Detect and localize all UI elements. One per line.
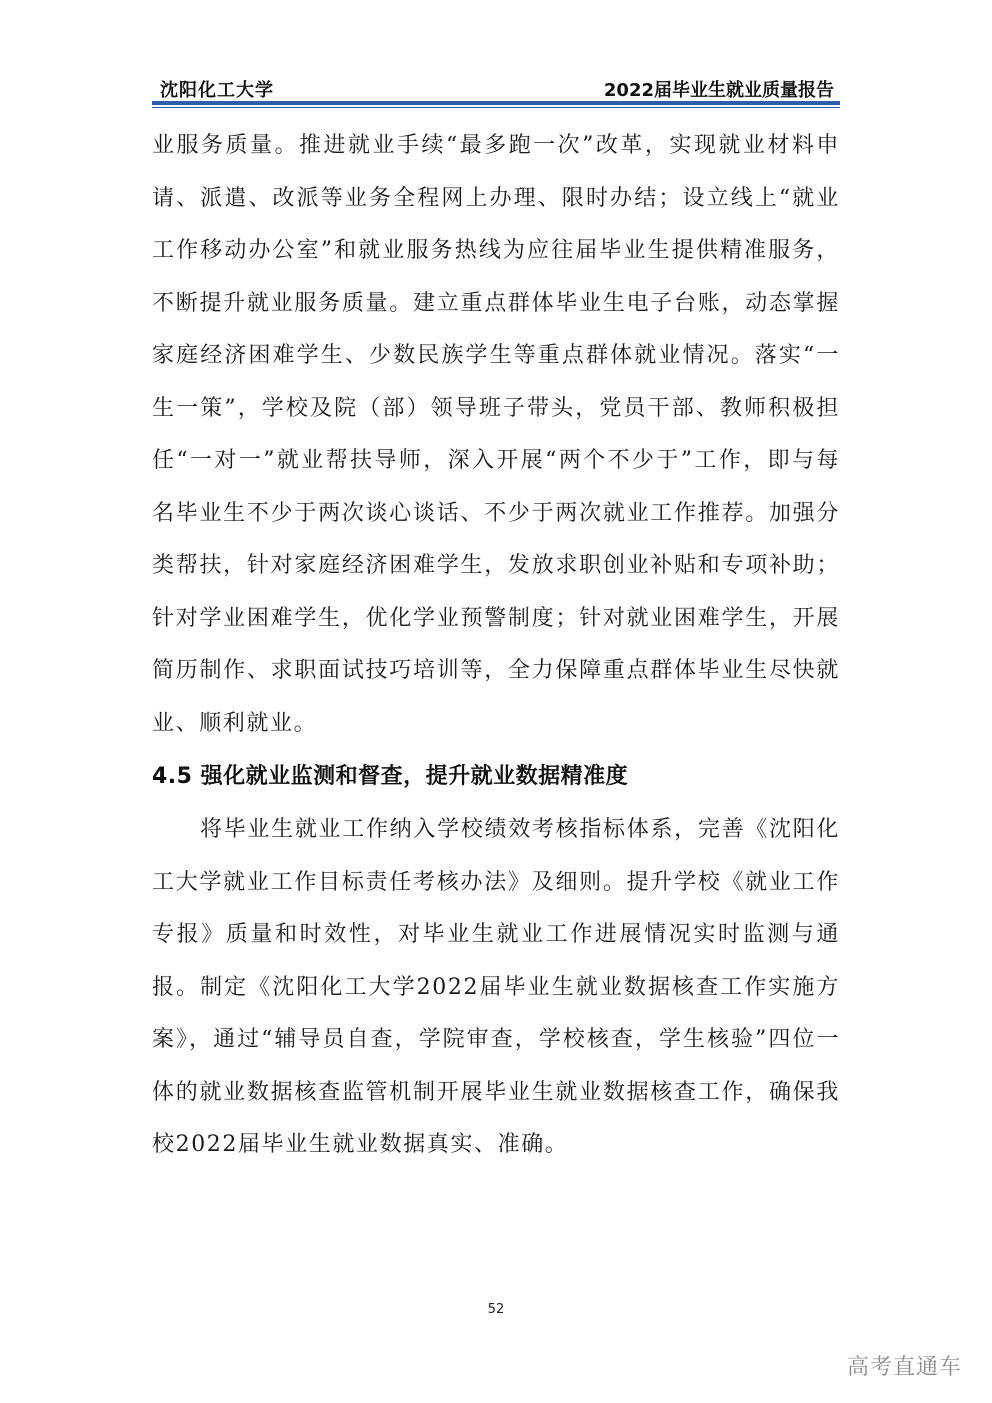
page-number: 52 (487, 1302, 505, 1317)
watermark: 高考直通车 (846, 1355, 962, 1380)
header-rule-thin (152, 107, 840, 108)
body-paragraph: 业服务质量。推进就业手续“最多跑一次”改革，实现就业材料申请、派遣、改派等业务全程网上办理、限时办结；设立线上“就业工作移动办公室”和就业服务热线为应往届毕业生提供精准服务，不断提升就业服务质量。建立重点群体毕业生电子台账，动态掌握家庭经济困难学生、少数民族学生等重点群体就业情况。落实“一生一策”，学校及院（部）领导班子带头，党员干部、教师积极担任“一对一”就业帮扶导师，深入开展“两个不少于”工作，即与每名毕业生不少于两次谈心谈话、不少于两次就业工作推荐。加强分类帮扶，针对家庭经济困难学生，发放求职创业补贴和专项补助；针对学业困难学生，优化学业预警制度；针对就业困难学生，开展简历制作、求职面试技巧培训等，全力保障重点群体毕业生尽快就业、顺利就业。 (152, 133, 840, 736)
body-paragraph: 将毕业生就业工作纳入学校绩效考核指标体系，完善《沈阳化工大学就业工作目标责任考核办法》及细则。提升学校《就业工作专报》质量和时效性，对毕业生就业工作进展情况实时监测与通报。制定《沈阳化工大学2022届毕业生就业数据核查工作实施方案》，通过“辅导员自查，学院审查，学校核查，学生核验”四位一体的就业数据核查监管机制开展毕业生就业数据核查工作，确保我校2022届毕业生就业数据真实、准确。 (152, 817, 840, 1157)
header-university-name: 沈阳化工大学 (160, 80, 274, 101)
section-heading: 4.5 强化就业监测和督查，提升就业数据精准度 (152, 764, 629, 789)
header-report-title: 2022届毕业生就业质量报告 (603, 80, 834, 101)
page-header (152, 72, 840, 102)
page-body (152, 120, 840, 1172)
header-rule (152, 101, 840, 105)
